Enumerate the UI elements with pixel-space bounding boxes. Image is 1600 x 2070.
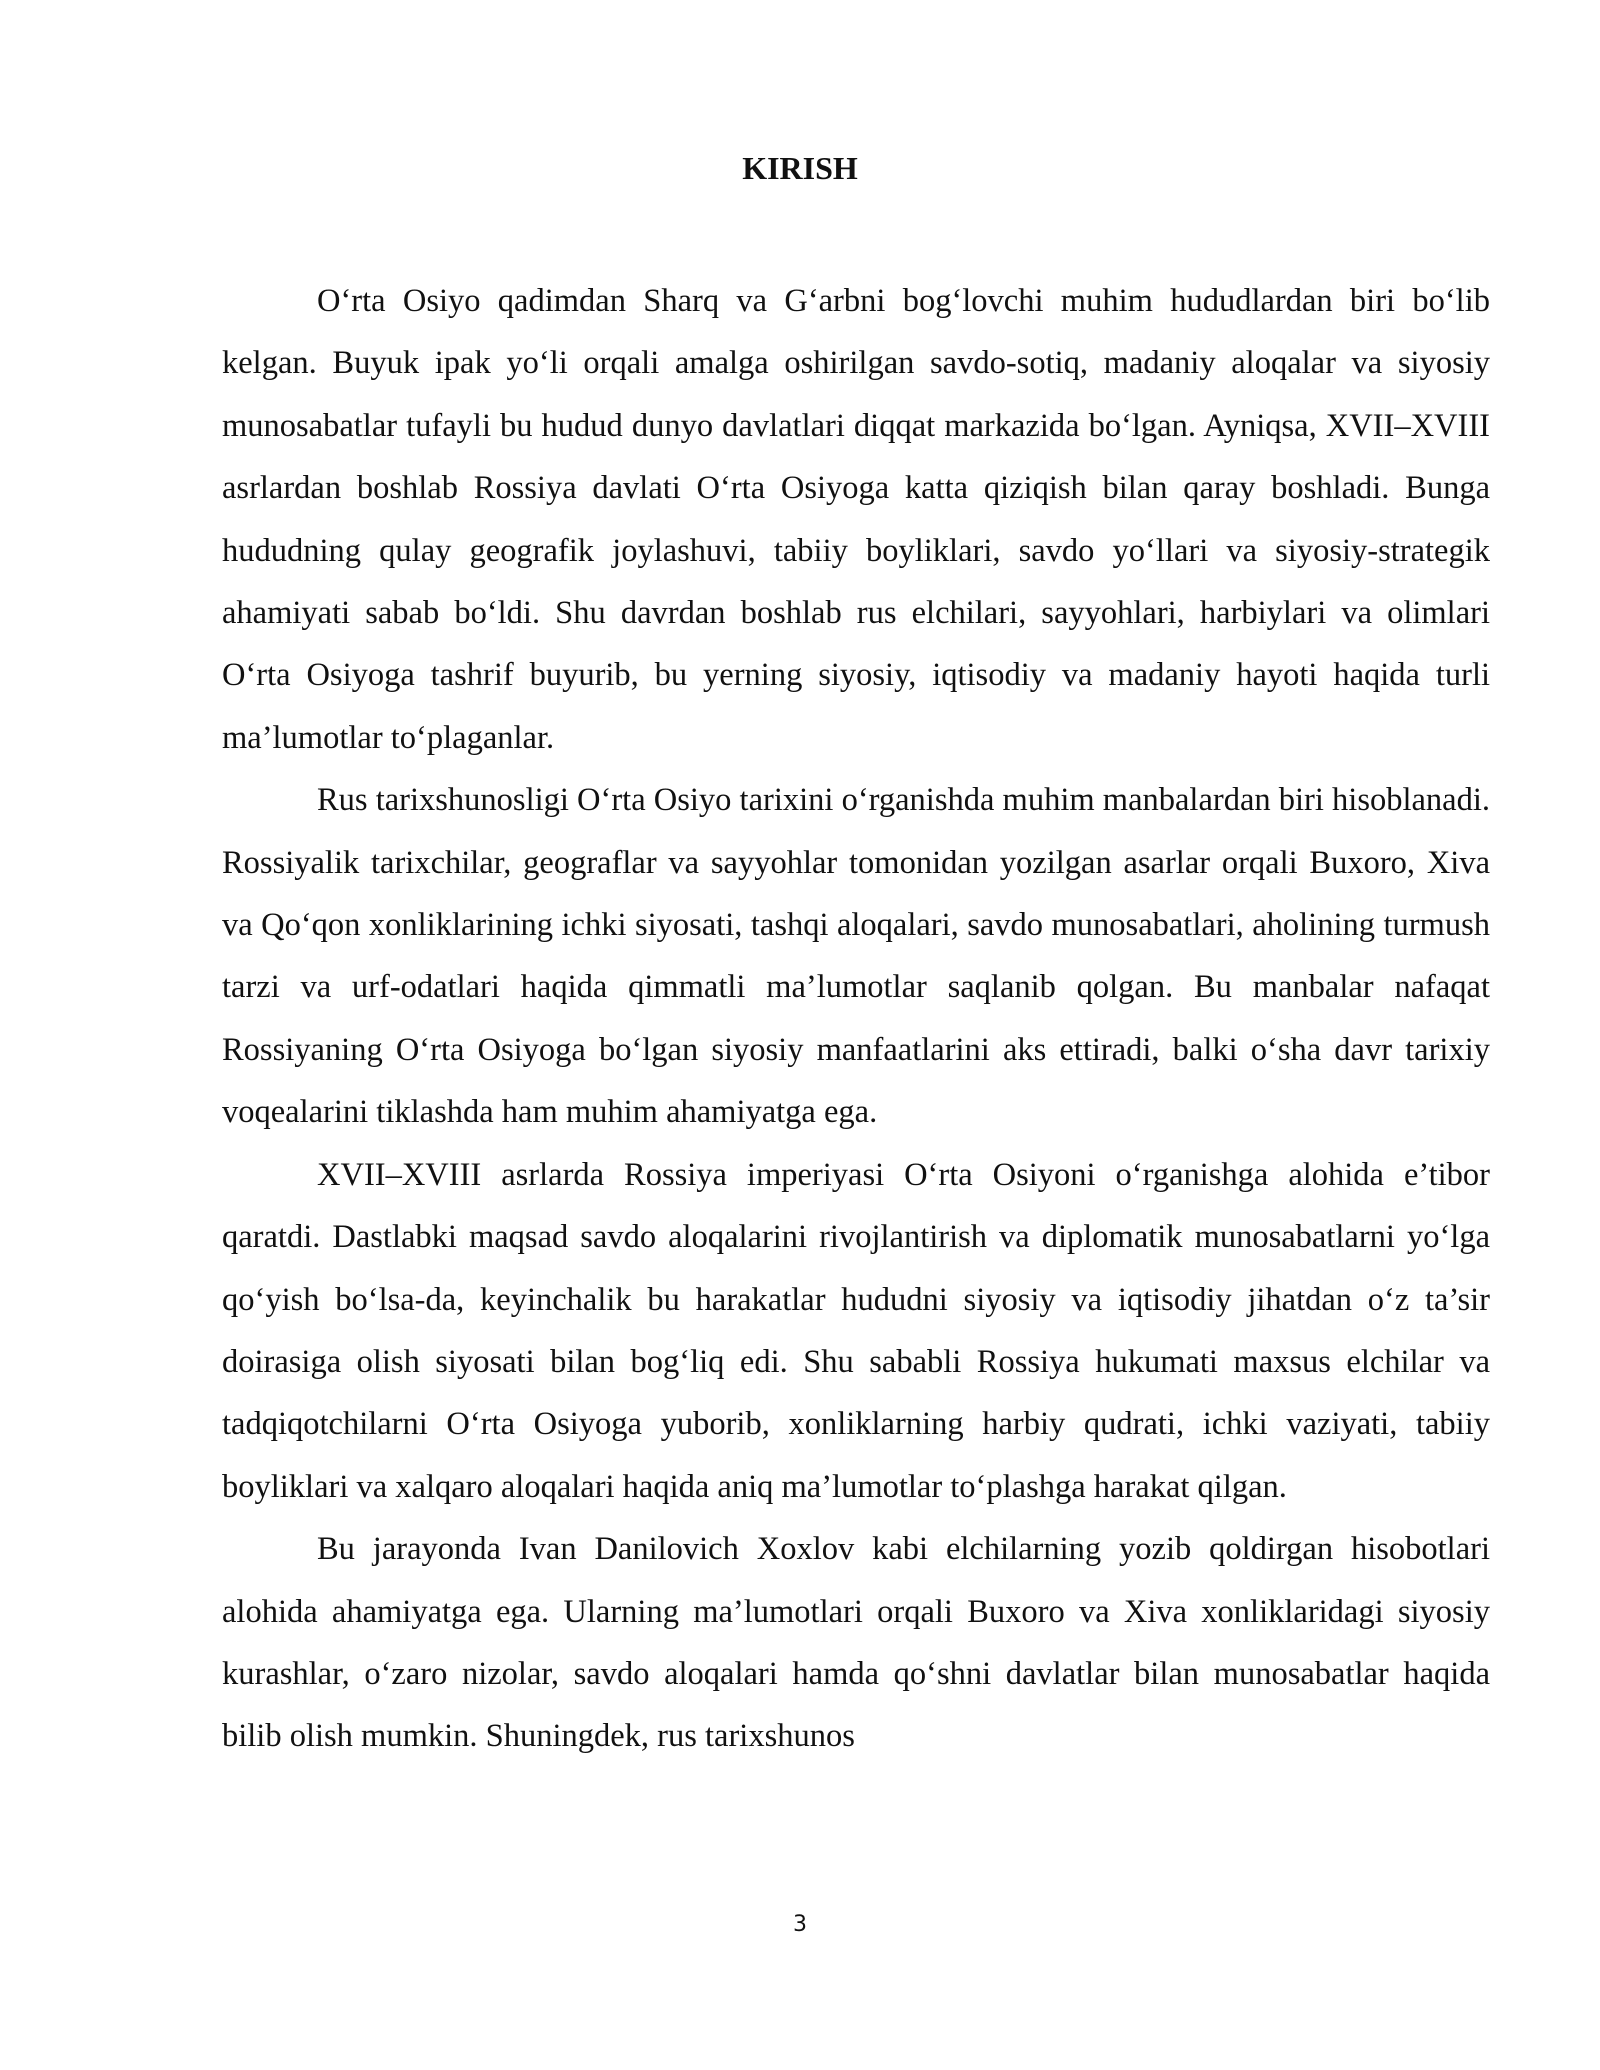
paragraph-4: Bu jarayonda Ivan Danilovich Xoxlov kabi elchilarning yozib qoldirgan hisobotlari alohida ahamiyatga ega. Ularning ma’lumotlari orqali Buxoro va Xiva xonliklaridagi siyosiy kurashlar, o‘zaro nizolar, savdo aloqalari hamda qo‘shni davlatlar bilan munosabatlar haqida bilib olish mumkin. Shuningdek, rus tarixshunos <box>222 1531 1490 1755</box>
paragraph-3: XVII–XVIII asrlarda Rossiya imperiyasi O‘rta Osiyoni o‘rganishga alohida e’tibor qaratdi. Dastlabki maqsad savdo aloqalarini rivojlantirish va diplomatik munosabatlarni yo‘lga qo‘yish bo‘lsa-da, keyinchalik bu harakatlar hududni siyosiy va iqtisodiy jihatdan o‘z ta’sir doirasiga olish siyosati bilan bog‘liq edi. Shu sababli Rossiya hukumati maxsus elchilar va tadqiqotchilarni O‘rta Osiyoga yuborib, xonliklarning harbiy qudrati, ichki vaziyati, tabiiy boyliklari va xalqaro aloqalari haqida aniq ma’lumotlar to‘plashga harakat qilgan. <box>222 1156 1490 1505</box>
paragraph-2: Rus tarixshunosligi O‘rta Osiyo tarixini o‘rganishda muhim manbalardan biri hisoblanadi. Rossiyalik tarixchilar, geograflar va sayyohlar tomonidan yozilgan asarlar orqali Buxoro, Xiva va Qo‘qon xonliklarining ichki siyosati, tashqi aloqalari, savdo munosabatlari, aholining turmush tarzi va urf-odatlari haqida qimmatli ma’lumotlar saqlanib qolgan. Bu manbalar nafaqat Rossiyaning O‘rta Osiyoga bo‘lgan siyosiy manfaatlarini aks ettiradi, balki o‘sha davr tarixiy voqealarini tiklashda ham muhim ahamiyatga ega. <box>222 782 1490 1131</box>
page-number: 3 <box>793 1912 807 1937</box>
body-text <box>222 270 1490 1768</box>
paragraph-1: O‘rta Osiyo qadimdan Sharq va G‘arbni bog‘lovchi muhim hududlardan biri bo‘lib kelgan. Buyuk ipak yo‘li orqali amalga oshirilgan savdo-sotiq, madaniy aloqalar va siyosiy munosabatlar tufayli bu hudud dunyo davlatlari diqqat markazida bo‘lgan. Ayniqsa, XVII–XVIII asrlardan boshlab Rossiya davlati O‘rta Osiyoga katta qiziqish bilan qaray boshladi. Bunga hududning qulay geografik joylashuvi, tabiiy boyliklari, savdo yo‘llari va siyosiy-strategik ahamiyati sabab bo‘ldi. Shu davrdan boshlab rus elchilari, sayyohlari, harbiylari va olimlari O‘rta Osiyoga tashrif buyurib, bu yerning siyosiy, iqtisodiy va madaniy hayoti haqida turli ma’lumotlar to‘plaganlar. <box>222 283 1490 756</box>
section-title: KIRISH <box>742 150 858 186</box>
